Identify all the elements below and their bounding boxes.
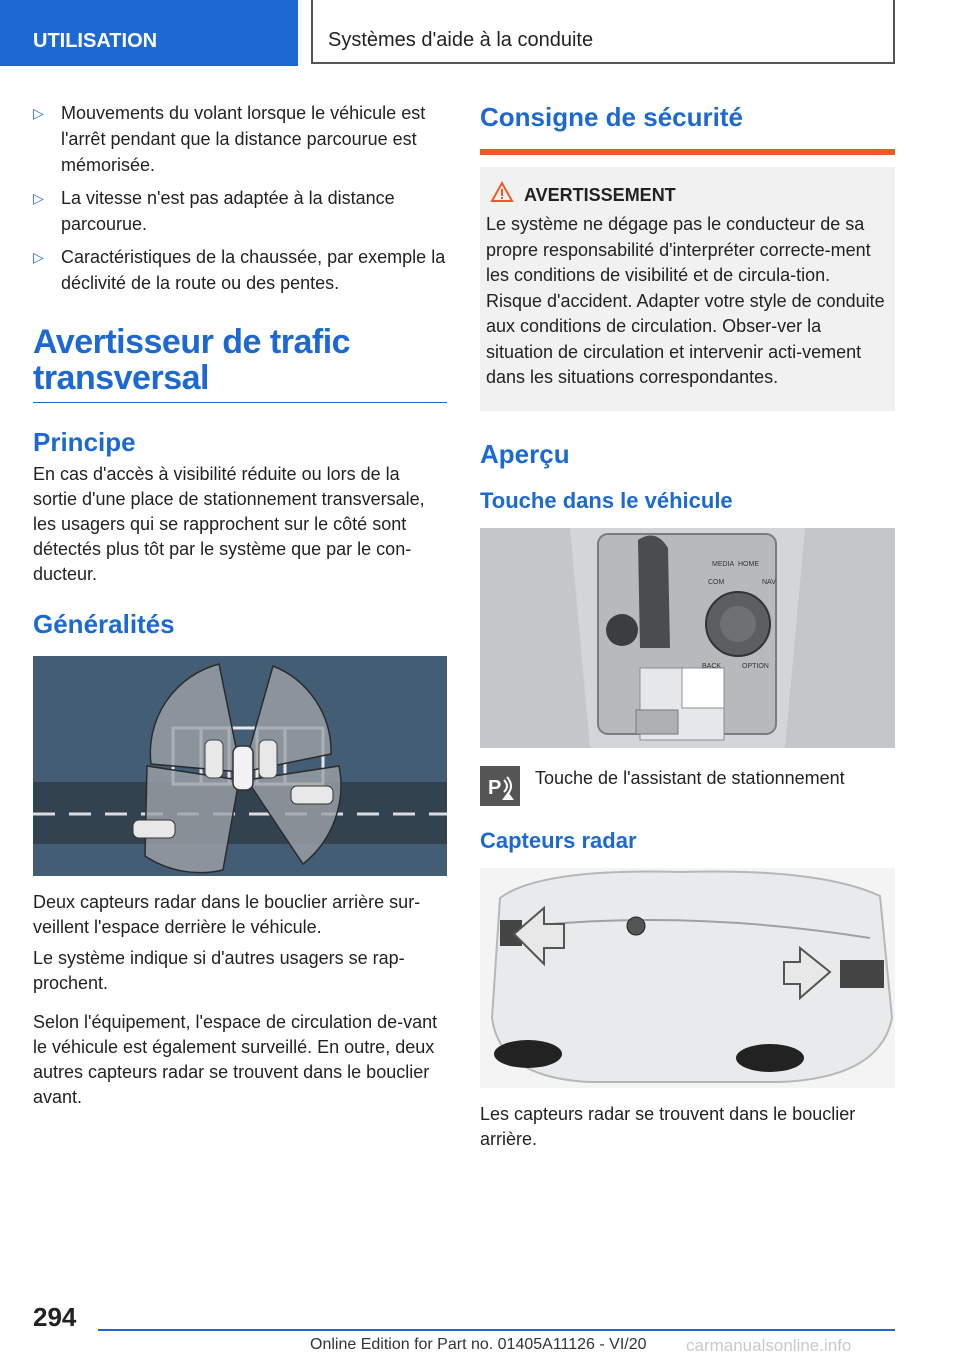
- section-label: Systèmes d'aide à la conduite: [328, 29, 594, 51]
- parking-assistant-icon: [480, 766, 520, 806]
- triangle-bullet-icon: ▷: [33, 190, 44, 206]
- list-item: ▷ Mouvements du volant lorsque le véhicule est l'arrêt pendant que la distance parcourue est mémorisée.: [33, 100, 447, 178]
- list-item: ▷ La vitesse n'est pas adaptée à la distance parcourue.: [33, 185, 447, 237]
- console-label: HOME: [738, 560, 759, 568]
- triangle-bullet-icon: ▷: [33, 105, 44, 121]
- console-label: BACK: [702, 662, 722, 670]
- list-item: ▷ Caractéristiques de la chaussée, par exemple la déclivité de la route ou des pentes.: [33, 244, 447, 296]
- console-label: COM: [708, 578, 725, 586]
- triangle-bullet-icon: ▷: [33, 249, 44, 265]
- front-sensors-text: Selon l'équipement, l'espace de circulation de-vant le véhicule est également surveillé. En outre, deux autres capteurs radar se trouvent dans le bouclier avant.: [33, 1012, 438, 1107]
- safety-heading: Consigne de sécurité: [480, 102, 895, 155]
- console-label: MEDIA: [712, 560, 735, 568]
- capteurs-text: Les capteurs radar se trouvent dans le bouclier arrière.: [480, 1103, 856, 1149]
- left-column: [33, 100, 447, 1120]
- warning-label: AVERTISSEMENT: [524, 185, 676, 205]
- warning-box: [480, 167, 895, 411]
- rear-bumper-illustration: [480, 868, 895, 1088]
- svg-text:P: P: [488, 776, 502, 799]
- parking-scene-illustration: [33, 656, 447, 876]
- cross-traffic-diagram: [33, 656, 447, 876]
- section-title: Avertisseur de trafic transversal: [33, 324, 447, 403]
- rear-bumper-photo: [480, 868, 895, 1088]
- console-label: NAV: [762, 578, 776, 586]
- apercu-heading: Aperçu: [480, 438, 570, 469]
- touche-heading: Touche dans le véhicule: [480, 487, 733, 513]
- bullet-list: [33, 100, 447, 296]
- edition-text: Online Edition for Part no. 01405A11126 - VI/20: [310, 1336, 647, 1353]
- warning-triangle-icon: [490, 181, 514, 208]
- warning-text: Le système ne dégage pas le conducteur de sa propre responsabilité d'interpréter correcte-ment les conditions de visibilité et de circula-tion. Risque d'accident. Adapter votre style de conduite aux conditions de circulation. Obser-ver la situation de circulation et intervenir acti-vement dans les situations correspondantes.: [486, 214, 885, 387]
- page-number: 294: [33, 1302, 77, 1332]
- chapter-tab: [0, 0, 298, 66]
- principe-heading: Principe: [33, 427, 136, 457]
- watermark-text: carmanualsonline.info: [686, 1336, 852, 1355]
- footer-divider: [98, 1329, 895, 1331]
- center-console-photo: [480, 528, 895, 748]
- warning-heading: [524, 185, 889, 206]
- principe-text: En cas d'accès à visibilité réduite ou lors de la sortie d'une place de stationnement transversale, les usagers qui se rapprochent sur le côté sont détectés plus tôt par le système que par le con-ducteur.: [33, 464, 425, 584]
- radar-sensors-text: Deux capteurs radar dans le bouclier arrière sur-veillent l'espace derrière le véhicule.: [33, 892, 421, 937]
- touche-label: Touche de l'assistant de stationnement: [535, 767, 845, 788]
- section-header: [311, 0, 895, 64]
- capteurs-heading: Capteurs radar: [480, 827, 637, 853]
- console-label: OPTION: [742, 662, 769, 670]
- parking-button-legend: [480, 766, 895, 806]
- chapter-label: UTILISATION: [33, 30, 158, 52]
- console-illustration: [480, 528, 895, 748]
- system-indicates-text: Le système indique si d'autres usagers se rap-prochent.: [33, 948, 405, 993]
- right-column: [480, 100, 895, 1162]
- generalites-heading: Généralités: [33, 609, 175, 639]
